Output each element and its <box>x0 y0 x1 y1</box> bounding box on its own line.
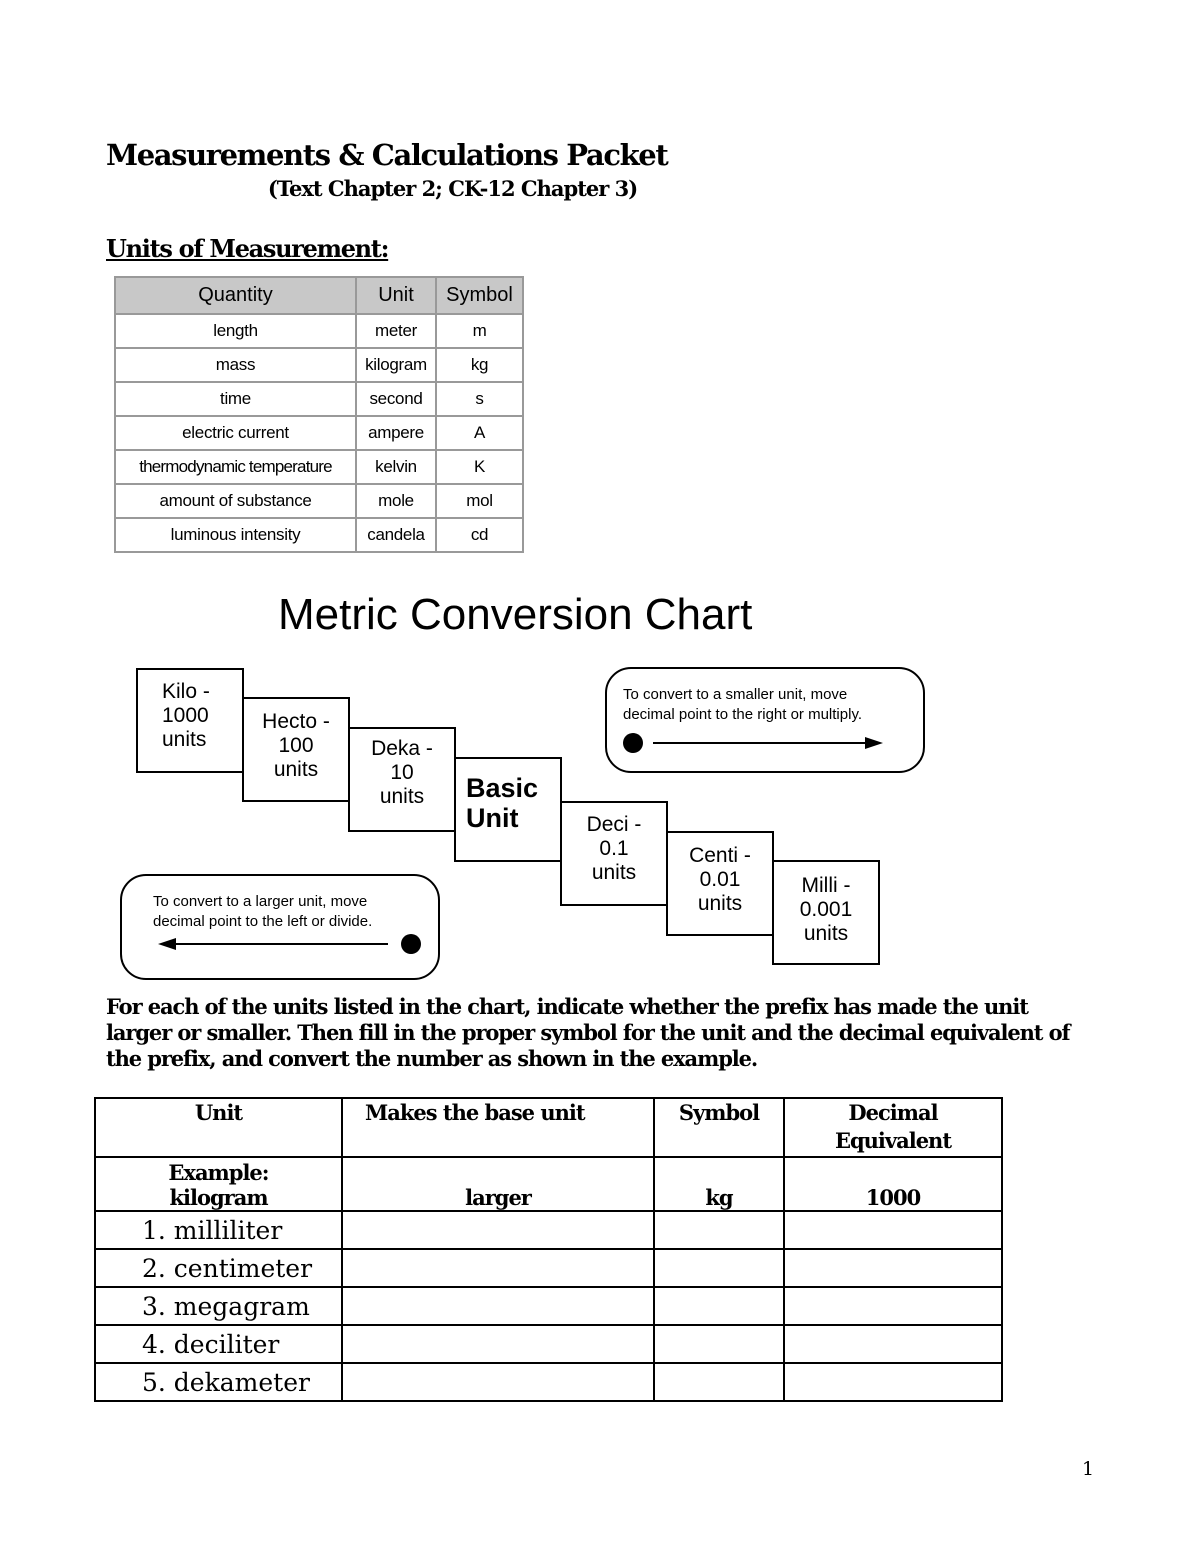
makes-answer-cell[interactable] <box>342 1287 654 1325</box>
step-centi-prefix: Centi - <box>689 844 751 867</box>
left-arrow-icon <box>156 932 426 956</box>
example-decimal-cell: 1000 <box>784 1157 1002 1211</box>
table-row <box>95 1325 1002 1363</box>
step-centi-value: 0.01 <box>699 868 741 891</box>
step-deci <box>560 801 668 906</box>
step-kilo <box>136 668 244 773</box>
units-heading: Units of Measurement: <box>106 234 389 263</box>
page-title: Measurements & Calculations Packet <box>106 138 668 172</box>
unit-item-label: 2. centimeter <box>95 1249 342 1287</box>
symbol-cell: m <box>436 314 523 348</box>
column-header-unit: Unit <box>95 1098 342 1157</box>
step-hecto-units: units <box>273 758 319 781</box>
symbol-cell: kg <box>436 348 523 382</box>
step-basic-line2: Unit <box>466 803 519 833</box>
unit-item-label: 5. dekameter <box>95 1363 342 1401</box>
step-hecto-prefix: Hecto - <box>262 710 330 733</box>
table-row <box>115 382 523 416</box>
unit-cell: candela <box>356 518 436 552</box>
table-row <box>115 416 523 450</box>
quantity-cell: time <box>115 382 356 416</box>
column-header-symbol: Symbol <box>436 277 523 314</box>
makes-answer-cell[interactable] <box>342 1211 654 1249</box>
decimal-answer-cell[interactable] <box>784 1363 1002 1401</box>
table-row <box>115 314 523 348</box>
symbol-cell: s <box>436 382 523 416</box>
symbol-answer-cell[interactable] <box>654 1211 784 1249</box>
symbol-answer-cell[interactable] <box>654 1287 784 1325</box>
step-kilo-value: 1000 <box>162 704 209 727</box>
step-deka-prefix: Deka - <box>371 737 433 760</box>
table-row <box>115 348 523 382</box>
column-header-unit: Unit <box>356 277 436 314</box>
table-row <box>95 1287 1002 1325</box>
symbol-cell: K <box>436 450 523 484</box>
unit-cell: meter <box>356 314 436 348</box>
smaller-note-line2: decimal point to the right or multiply. <box>623 706 862 723</box>
column-header-symbol: Symbol <box>654 1098 784 1157</box>
right-arrow-icon <box>621 731 891 755</box>
example-label: Example: <box>168 1160 269 1185</box>
step-centi <box>666 831 774 936</box>
instructions-paragraph: For each of the units listed in the chart, indicate whether the prefix has made the unit larger or smaller. Then fill in the proper symbol for the unit and the decimal equivalent of the prefix, and convert the number as shown in the example. <box>106 994 1070 1071</box>
page-number: 1 <box>1082 1458 1095 1480</box>
quantity-cell: electric current <box>115 416 356 450</box>
decimal-answer-cell[interactable] <box>784 1287 1002 1325</box>
table-row <box>115 450 523 484</box>
step-deci-prefix: Deci - <box>586 813 642 836</box>
unit-item-label: 4. deciliter <box>95 1325 342 1363</box>
page-subtitle: (Text Chapter 2; CK-12 Chapter 3) <box>267 176 638 201</box>
unit-item-label: 3. megagram <box>95 1287 342 1325</box>
step-kilo-prefix: Kilo - <box>162 680 210 703</box>
unit-cell: kilogram <box>356 348 436 382</box>
worksheet-header-row <box>95 1098 1002 1157</box>
step-milli <box>772 860 880 965</box>
example-symbol-cell: kg <box>654 1157 784 1211</box>
quantity-cell: thermodynamic temperature <box>115 450 356 484</box>
unit-cell: kelvin <box>356 450 436 484</box>
smaller-unit-note <box>605 667 925 773</box>
step-deka <box>348 727 456 832</box>
step-basic-unit <box>454 757 562 862</box>
decimal-answer-cell[interactable] <box>784 1325 1002 1363</box>
quantity-cell: length <box>115 314 356 348</box>
symbol-answer-cell[interactable] <box>654 1363 784 1401</box>
quantity-cell: luminous intensity <box>115 518 356 552</box>
unit-cell: second <box>356 382 436 416</box>
step-deci-units: units <box>591 861 637 884</box>
unit-cell: mole <box>356 484 436 518</box>
unit-item-label: 1. milliliter <box>95 1211 342 1249</box>
step-kilo-units: units <box>162 728 207 751</box>
smaller-note-line1: To convert to a smaller unit, move <box>623 686 848 703</box>
decimal-answer-cell[interactable] <box>784 1211 1002 1249</box>
unit-cell: ampere <box>356 416 436 450</box>
column-header-makes-base-unit: Makes the base unit <box>342 1098 654 1157</box>
larger-note-line2: decimal point to the left or divide. <box>153 913 373 930</box>
table-row <box>115 518 523 552</box>
table-row <box>115 484 523 518</box>
step-centi-units: units <box>697 892 743 915</box>
step-milli-prefix: Milli - <box>801 874 851 897</box>
step-milli-units: units <box>803 922 849 945</box>
example-unit: kilogram <box>169 1185 268 1210</box>
makes-answer-cell[interactable] <box>342 1249 654 1287</box>
column-header-decimal-equivalent: Decimal Equivalent <box>784 1098 1002 1157</box>
larger-unit-note <box>120 874 440 980</box>
column-header-quantity: Quantity <box>115 277 356 314</box>
step-hecto <box>242 697 350 802</box>
si-table-header-row <box>115 277 523 314</box>
symbol-cell: mol <box>436 484 523 518</box>
symbol-cell: cd <box>436 518 523 552</box>
symbol-answer-cell[interactable] <box>654 1325 784 1363</box>
makes-answer-cell[interactable] <box>342 1363 654 1401</box>
step-deci-value: 0.1 <box>599 837 629 860</box>
quantity-cell: amount of substance <box>115 484 356 518</box>
conversion-chart-title: Metric Conversion Chart <box>278 590 753 639</box>
prefix-worksheet-table <box>94 1097 1003 1402</box>
table-row <box>95 1363 1002 1401</box>
example-makes-cell: larger <box>342 1157 654 1211</box>
example-unit-cell <box>95 1157 342 1211</box>
si-units-table <box>114 276 524 553</box>
symbol-cell: A <box>436 416 523 450</box>
step-deka-units: units <box>379 785 425 808</box>
decimal-answer-cell[interactable] <box>784 1249 1002 1287</box>
example-row <box>95 1157 1002 1211</box>
step-basic-line1: Basic <box>466 773 539 803</box>
table-row <box>95 1249 1002 1287</box>
step-milli-value: 0.001 <box>799 898 853 921</box>
symbol-answer-cell[interactable] <box>654 1249 784 1287</box>
step-hecto-value: 100 <box>278 734 314 757</box>
makes-answer-cell[interactable] <box>342 1325 654 1363</box>
step-deka-value: 10 <box>390 761 414 784</box>
quantity-cell: mass <box>115 348 356 382</box>
larger-note-line1: To convert to a larger unit, move <box>153 893 368 910</box>
table-row <box>95 1211 1002 1249</box>
